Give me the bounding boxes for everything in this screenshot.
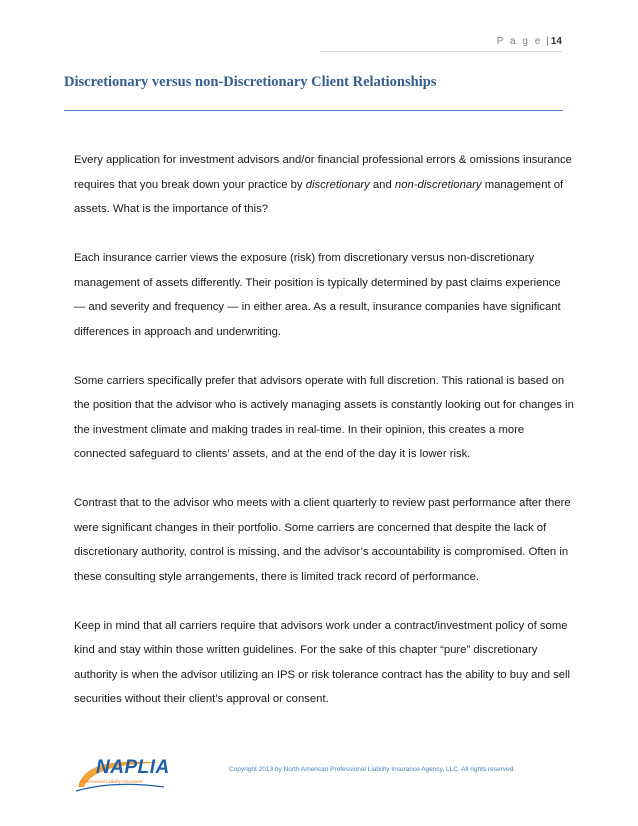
body-text (74, 148, 574, 736)
page-label: P a g e (496, 36, 543, 47)
logo-tagline: Professional Liability Insurance (80, 779, 143, 784)
paragraph-1 (74, 148, 574, 222)
paragraph-2: Each insurance carrier views the exposure (risk) from discretionary versus non-discretionary management of assets differently. Their position is typically determined by past claims experience — and severity and frequency — in either area. As a result, insurance companies have significant differences in approach and underwriting. (74, 252, 561, 338)
p1-lead: Every application for investment advisors and/or financial professional errors & omissions insurance requires that you break down your practice by (74, 154, 572, 191)
paragraph-4: Contrast that to the advisor who meets with a client quarterly to review past performance after there were significant changes in their portfolio. Some carriers are concerned that despite the lack of discretionary authority, control is missing, and the advisor’s accountability is compromised. Often in these consulting style arrangements, there is limited track record of performance. (74, 497, 571, 583)
page-header (497, 36, 562, 47)
section-title: Discretionary versus non-Discretionary Client Relationships (64, 74, 437, 90)
p1-emphasis-discretionary: discretionary (305, 178, 370, 191)
naplia-logo (74, 757, 170, 795)
logo-text: NAPLIA (96, 757, 170, 778)
paragraph-3: Some carriers specifically prefer that advisors operate with full discretion. This rational is based on the position that the advisor who is actively managing assets is constantly looking out for changes in the investment climate and making trades in real-time. In their opinion, this creates a more connected safeguard to clients’ assets, and at the end of the day it is lower risk. (74, 374, 574, 460)
p1-tail: management of assets. What is the importance of this? (74, 178, 564, 215)
page-separator: | (546, 36, 549, 47)
copyright-notice: Copyright 2013 by North American Professional Liability Insurance Agency, LLC. All rights reserved. (229, 766, 516, 773)
page-number: 14 (550, 36, 562, 47)
paragraph-5: Keep in mind that all carriers require that advisors work under a contract/investment policy of some kind and stay within those written guidelines. For the sake of this chapter “pure” discretionary authority is when the advisor utilizing an IPS or risk tolerance contract has the ability to buy and sell securities without their client’s approval or consent. (74, 619, 571, 705)
p1-emphasis-non-discretionary: non-discretionary (394, 178, 482, 191)
p1-mid: and (369, 178, 395, 191)
header-divider (320, 51, 562, 52)
title-divider (64, 110, 563, 111)
